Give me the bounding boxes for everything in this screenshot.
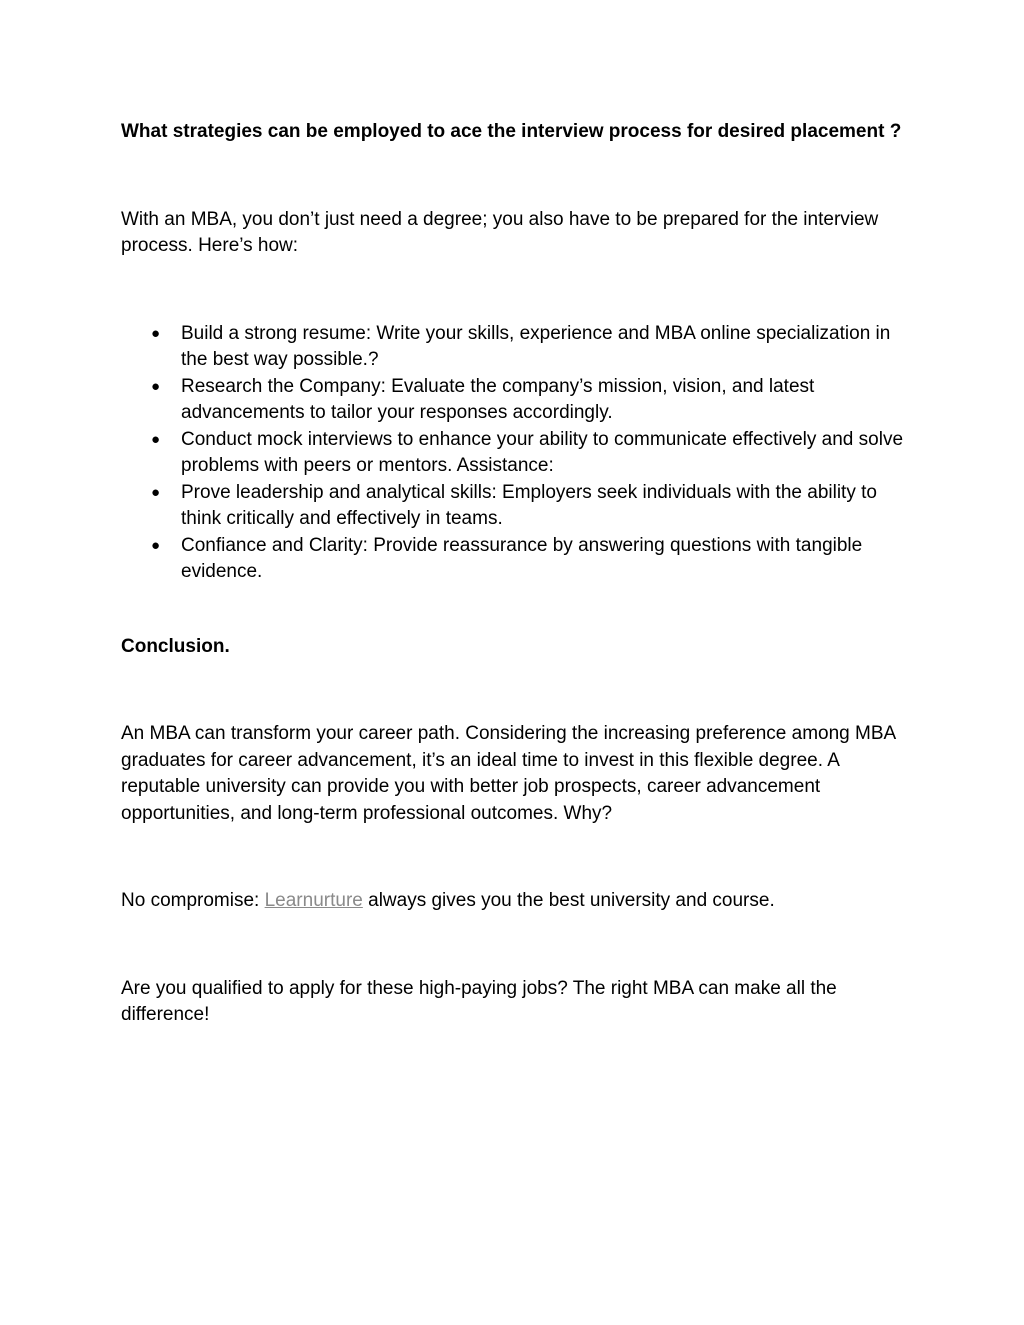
compromise-prefix: No compromise: [121, 890, 265, 911]
learnurture-link[interactable]: Learnurture [264, 890, 363, 911]
bullet-icon: ● [151, 377, 161, 395]
document-heading: What strategies can be employed to ace the interview process for desired placement ? [121, 121, 902, 142]
list-item [121, 480, 911, 533]
intro-paragraph: With an MBA, you don’t just need a degree; you also have to be prepared for the interview process. Here’s how: [121, 208, 879, 256]
list-item [121, 427, 911, 480]
list-item [121, 321, 911, 374]
list-item-text: Conduct mock interviews to enhance your ability to communicate effectively and solve problems with peers or mentors. Assistance: [181, 428, 904, 476]
list-item-text: Research the Company: Evaluate the company’s mission, vision, and latest advancements to tailor your responses accordingly. [181, 375, 815, 423]
list-item-text: Build a strong resume: Write your skills, experience and MBA online specialization in the best way possible.? [181, 322, 891, 370]
conclusion-heading: Conclusion. [121, 635, 230, 657]
bullet-icon: ● [151, 483, 161, 501]
compromise-paragraph [121, 888, 911, 915]
bullet-icon: ● [151, 430, 161, 448]
strategy-list [121, 321, 911, 586]
list-item [121, 374, 911, 427]
bullet-icon: ● [151, 324, 161, 342]
document-body [121, 119, 911, 1029]
list-item [121, 533, 911, 586]
list-item-text: Confiance and Clarity: Provide reassurance by answering questions with tangible evidence. [181, 534, 863, 582]
compromise-suffix: always gives you the best university and course. [362, 890, 775, 911]
conclusion-paragraph: An MBA can transform your career path. Considering the increasing preference among MBA graduates for career advancement, it’s an ideal time to invest in this flexible degree. A reputable university can provide you with better job prospects, career advancement opportunities, and long-term professional outcomes. Why? [121, 723, 896, 824]
closing-paragraph: Are you qualified to apply for these high-paying jobs? The right MBA can make all the difference! [121, 977, 837, 1025]
bullet-icon: ● [151, 536, 161, 554]
list-item-text: Prove leadership and analytical skills: Employers seek individuals with the ability to think critically and effectively in teams. [181, 481, 877, 529]
